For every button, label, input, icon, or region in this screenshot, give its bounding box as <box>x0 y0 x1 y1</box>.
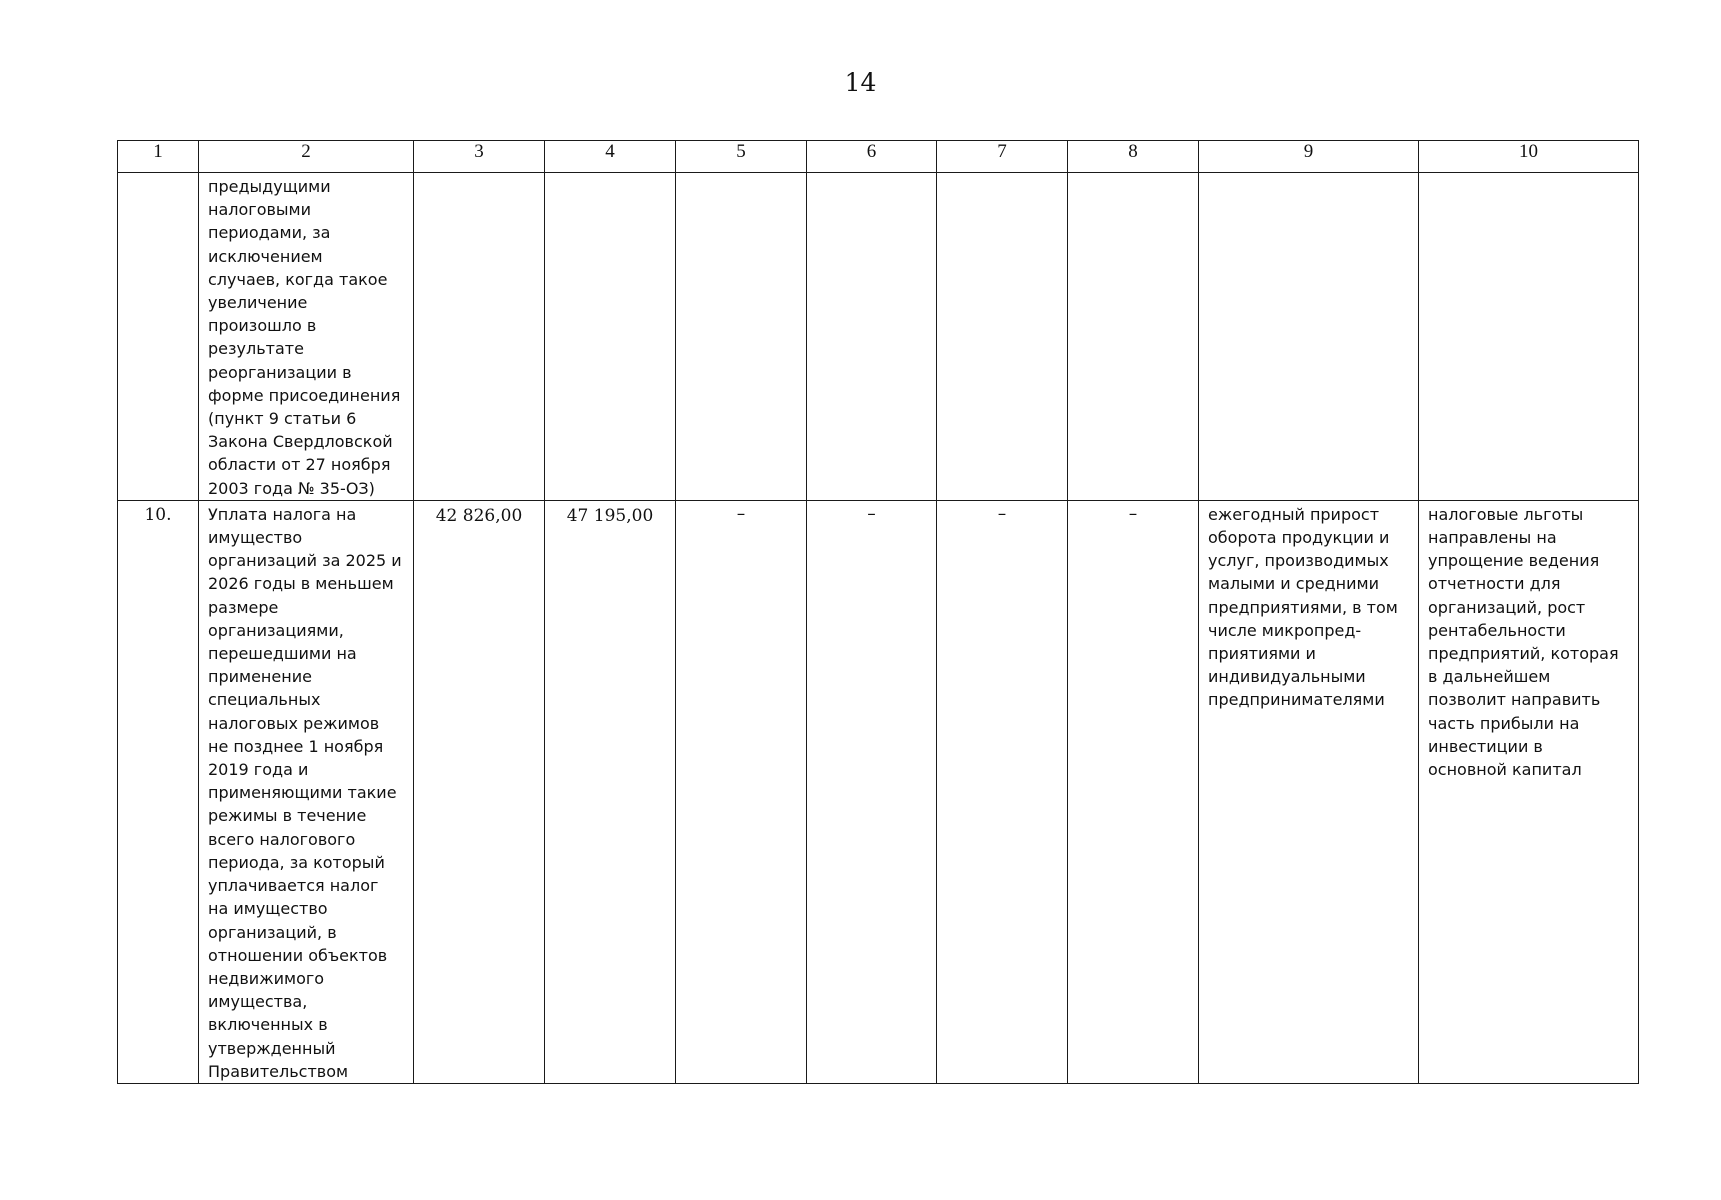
indicator-text: ежегодный прирост оборота продукции и услуг, производимых малыми и средними предприятиями, в том числе микропред- приятиями и индивидуальными предпринимателями <box>1208 504 1398 710</box>
value-cell <box>807 500 937 1083</box>
empty-cell <box>1199 173 1419 501</box>
empty-cell <box>545 173 676 501</box>
value-col5: – <box>736 503 746 524</box>
value-cell <box>1068 500 1199 1083</box>
value-cell <box>414 500 545 1083</box>
value-cell <box>937 500 1068 1083</box>
description-text: предыдущими налоговыми периодами, за исключением случаев, когда такое увеличение произошло в результате реорганизации в форме присоединения (пункт 9 статьи 6 Закона Свердловской области от 27 ноября 2003 года № 35-ОЗ) <box>208 177 401 498</box>
table-row <box>118 173 1639 501</box>
empty-cell <box>807 173 937 501</box>
table-header-row <box>118 141 1639 173</box>
column-header: 2 <box>199 141 414 173</box>
column-header: 1 <box>118 141 199 173</box>
column-header: 6 <box>807 141 937 173</box>
empty-cell <box>937 173 1068 501</box>
value-col6: – <box>867 503 876 524</box>
empty-cell <box>1419 173 1639 501</box>
table-row <box>118 500 1639 1083</box>
description-cell <box>199 500 414 1083</box>
goal-cell <box>1419 500 1639 1083</box>
value-cell <box>545 500 676 1083</box>
value-col8: – <box>1128 503 1138 524</box>
value-col3: 42 826,00 <box>435 505 523 526</box>
row-number-cell <box>118 173 199 501</box>
empty-cell <box>676 173 807 501</box>
row-number: 10. <box>144 504 172 525</box>
description-text: Уплата налога на имущество организаций за 2025 и 2026 годы в меньшем размере организациями, перешедшими на применение специальных налоговых режимов не позднее 1 ноября 2019 года и применяющими такие режимы в течение всего налогового периода, за который уплачивается налог на имущество организаций, в отношении объектов недвижимого имущества, включенных в утвержденный Правительством <box>208 504 402 1081</box>
column-header: 5 <box>676 141 807 173</box>
value-col4: 47 195,00 <box>566 505 654 526</box>
data-table <box>117 140 1639 1084</box>
value-col7: – <box>997 503 1007 524</box>
column-header: 4 <box>545 141 676 173</box>
indicator-cell <box>1199 500 1419 1083</box>
column-header: 10 <box>1419 141 1639 173</box>
column-header: 9 <box>1199 141 1419 173</box>
row-number-cell <box>118 500 199 1083</box>
page-number: 14 <box>844 68 877 97</box>
description-cell <box>199 173 414 501</box>
column-header: 8 <box>1068 141 1199 173</box>
empty-cell <box>414 173 545 501</box>
column-header: 7 <box>937 141 1068 173</box>
empty-cell <box>1068 173 1199 501</box>
goal-text: налоговые льготы направлены на упрощение ведения отчетности для организаций, рост рентабельности предприятий, которая в дальнейшем позволит направить часть прибыли на инвестиции в основной капитал <box>1428 504 1619 780</box>
row-number <box>118 173 198 177</box>
value-cell <box>676 500 807 1083</box>
column-header: 3 <box>414 141 545 173</box>
